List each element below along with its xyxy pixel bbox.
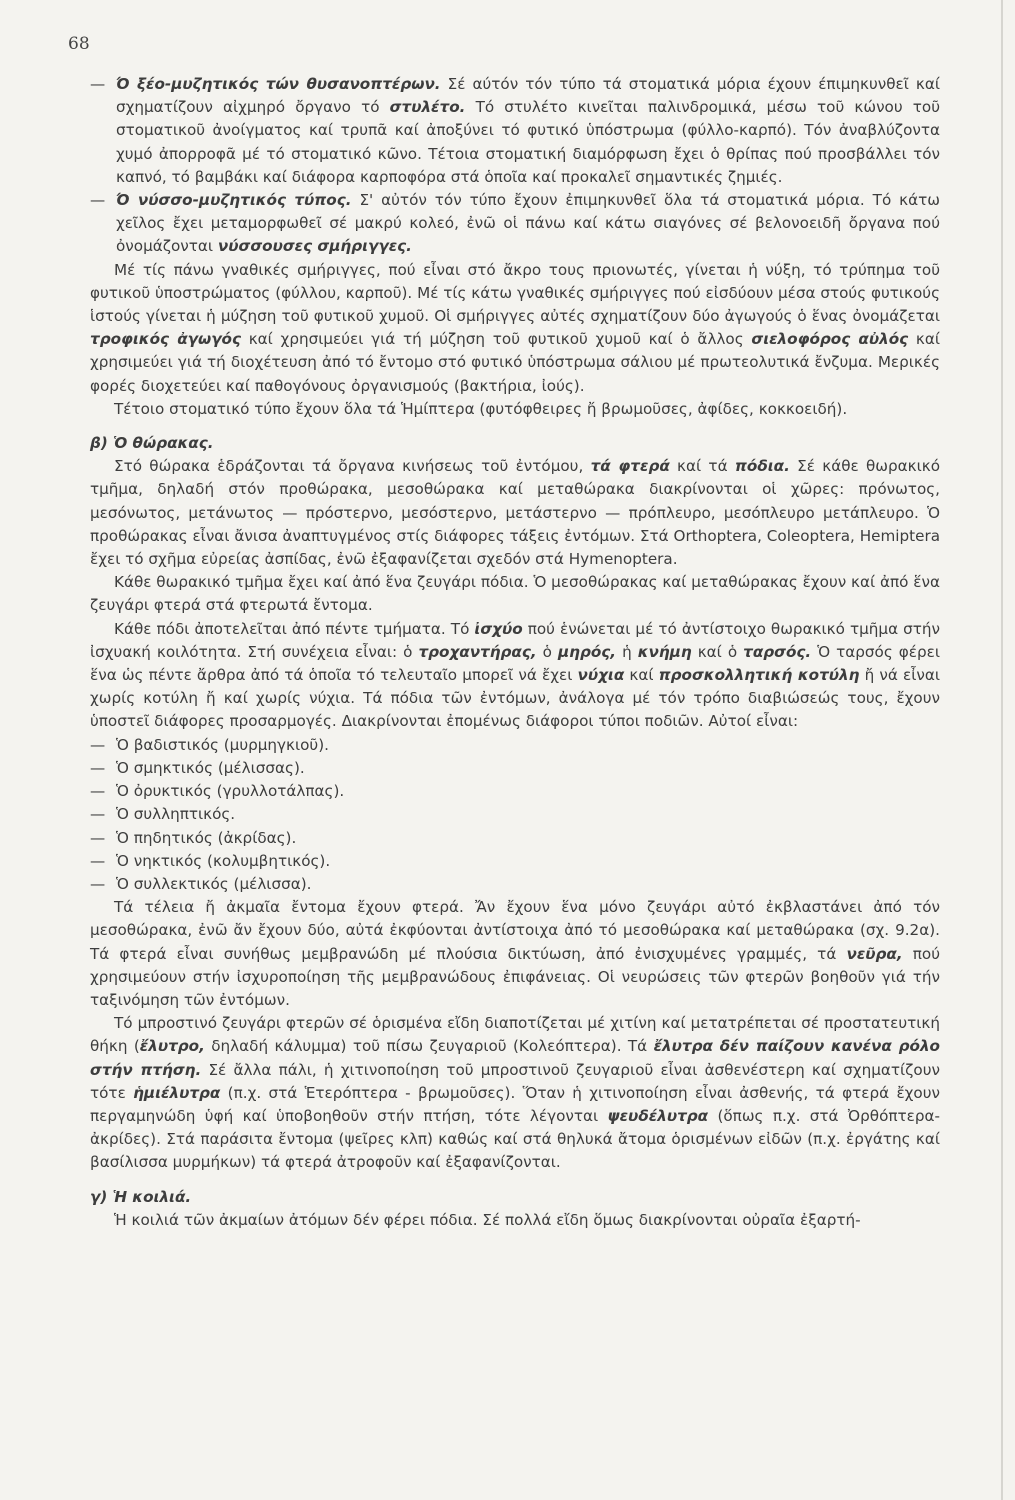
leg-types-list (90, 734, 940, 896)
text-run: Σ' αὐτόν τόν τύπο ἔχουν ἐπιμηκυνθεῖ ὅλα τά στοματικά μόρια. Τό κάτω χεῖλος ἔχει μεταμορφωθεῖ σέ μακρύ κολεό, ἐνῶ οἱ πάνω καί κάτω σιαγόνες σέ βελονοειδῆ ὄργανα πού ὀνομάζονται (116, 191, 940, 256)
text-run: Κάθε πόδι ἀποτελεῖται ἀπό πέντε τμήματα. Τό (114, 619, 475, 638)
paragraph-abdomen (90, 1209, 940, 1232)
list-dash: — (90, 75, 106, 93)
term-hemelytra: ἡμιέλυτρα (133, 1083, 221, 1102)
list-item-text: Ὁ συλληπτικός. (116, 805, 236, 824)
text-run: ἡ (616, 642, 638, 661)
term-title: Ό ξέο-μυζητικός τών θυσανοπτέρων. (116, 75, 441, 93)
list-dash: — (90, 735, 106, 754)
text-run: Σέ αύτόν τόν τύπο τά στοματικά μόρια έχουν έπιμηκυνθεῖ καί σχηματίζουν αἰχμηρό ὄργανο τό (116, 75, 940, 117)
paragraph-stylets (90, 259, 940, 398)
text-run: δηλαδή κάλυμμα) τοῦ πίσω ζευγαριοῦ (Κολεόπτερα). Τά (204, 1037, 654, 1056)
list-item-text: Ὁ βαδιστικός (μυρμηγκιοῦ). (116, 735, 329, 754)
page-number: 68 (68, 34, 90, 54)
text-run: Τά τέλεια ἤ ἀκμαῖα ἔντομα ἔχουν φτερά. Ἄν ἔχουν ἕνα μόνο ζευγάρι αὐτό ἐκβλαστάνει ἀπό τόν μεσοθώρακα, ἐνῶ ἄν ἔχουν δύο, αὐτά ἐκφύονται ἀντίστοιχα ἀπό τό μεσοθώρακα καί μεταθώρακα (σχ. 9.2α). Τά φτερά εἶναι συνήθως μεμβρανώδη μέ πλούσια δικτύωση, ἀπό ἐνισχυμένες γραμμές, τά (90, 898, 940, 963)
text-run: Ἡ κοιλιά τῶν ἀκμαίων ἀτόμων δέν φέρει πόδια. Σέ πολλά εἴδη ὅμως διακρίνονται οὐραῖα ἐξαρτή- (114, 1210, 861, 1229)
paragraph-elytra (90, 1012, 940, 1174)
paragraph-rasping-sucking (90, 73, 940, 189)
list-item (90, 757, 940, 780)
text-run: καί τά (669, 457, 735, 476)
page-edge-shadow (1001, 0, 1003, 1500)
section-heading-abdomen (90, 1186, 940, 1209)
text-run: Τέτοιο στοματικό τύπο ἔχουν ὅλα τά Ἡμίπτερα (φυτόφθειρες ἤ βρωμοῦσες, ἀφίδες, κοκκοειδή). (114, 399, 848, 418)
term-trochanter: τροχαντήρας, (418, 642, 537, 661)
text-run: καί χρησιμεύει γιά τή διοχέτευση ἀπό τό ἔντομο στό φυτικό ὑπόστρωμα σάλιου μέ πρωτεολυτικά ἔνζυμα. Μερικές φορές διοχετεύει καί παθογόνους ὀργανισμούς (βακτήρια, ἰούς). (90, 330, 940, 395)
heading-text: γ) Ἡ κοιλιά. (90, 1187, 192, 1206)
list-item-text: Ὁ πηδητικός (ἀκρίδας). (116, 828, 297, 847)
text-run: Στό θώρακα ἑδράζονται τά ὄργανα κινήσεως τοῦ ἐντόμου, (114, 457, 591, 476)
term-elytra-flight: ἔλυτρα δέν παίζουν κανένα ρόλο στήν πτήση. (90, 1037, 940, 1079)
text-run: Μέ τίς πάνω γναθικές σμήριγγες, πού εἶναι στό ἄκρο τους πριονωτές, γίνεται ἡ νύξη, τό τρύπημα τοῦ φυτικοῦ ὑποστρώματος (φύλλου, καρποῦ). Μέ τίς κάτω γναθικές σμήριγγες πού εἰσδύουν μέσα στούς φυτικούς ἱστούς γίνεται ἡ μύζηση τοῦ φυτικοῦ χυμοῦ. Οἱ σμήριγγες αὐτές σχηματίζουν δύο ἀγωγούς ὁ ἕνας ὀνομάζεται (90, 260, 940, 326)
term-stylets: νύσσουσες σμήριγγες. (217, 237, 412, 256)
term-title: Ό νύσσο-μυζητικός τύπος. (116, 191, 352, 210)
list-item-text: Ὁ ὀρυκτικός (γρυλλοτάλπας). (116, 782, 345, 801)
text-run: καί χρησιμεύει γιά τή μύζηση τοῦ φυτικοῦ χυμοῦ καί ὁ ἄλλος (240, 330, 752, 349)
term-claws: νύχια (577, 666, 625, 685)
term-legs: πόδια. (734, 457, 790, 476)
term-femur: μηρός, (557, 642, 617, 661)
paragraph-leg-parts (90, 618, 940, 734)
list-dash: — (90, 805, 106, 824)
text-run: Σέ κάθε θωρακικό τμῆμα, δηλαδή στόν προθώρακα, μεσοθώρακα καί μεταθώρακα διακρίνονται οἱ χῶρες: πρόνωτος, μεσόνωτος, μετάνωτος — πρόστερνο, μεσόστερνο, μετάστερνο — πρόπλευρο, μεσόπλευρο μετάπλευρο. Ὁ προθώρακας εἶναι ἄνισα ἀναπτυγμένος στίς διάφορες τάξεις ἐντόμων. Στά Orthoptera, Coleoptera, Hemiptera ἔχει τό σχῆμα εὐρείας ἀσπίδας, ἐνῶ ἐξαφανίζεται σχεδόν στά Hymenoptera. (90, 457, 940, 569)
paragraph-hemiptera (90, 398, 940, 421)
term-salivary-canal: σιελοφόρος αὐλός (751, 330, 909, 349)
list-item-text: Ὁ συλλεκτικός (μέλισσα). (116, 874, 312, 893)
text-run: πού χρησιμεύουν στήν ἰσχυροποίηση τῆς μεμβρανώδους ἐπιφάνειας. Οἱ νευρώσεις τῶν φτερῶν βοηθοῦν γιά τήν ταξινόμηση τῶν ἐντόμων. (90, 944, 940, 1009)
text-run: Τό μπροστινό ζευγάρι φτερῶν σέ ὁρισμένα εἴδη διαποτίζεται μέ χιτίνη καί μετατρέπεται σέ προστατευτική θήκη ( (90, 1014, 940, 1056)
text-run: (ὅπως π.χ. στά Ὀρθόπτερα-ἀκρίδες). Στά παράσιτα ἔντομα (ψεῖρες κλπ) καθώς καί στά θηλυκά ἄτομα ὁρισμένων εἰδῶν (π.χ. ἐργάτης καί βασίλισσα μυρμήκων) τά φτερά ἀτροφοῦν καί ἐξαφανίζονται. (90, 1106, 940, 1172)
list-item (90, 780, 940, 803)
paragraph-thoracic-segments (90, 571, 940, 617)
term-tarsus: ταρσός. (743, 642, 812, 661)
list-dash: — (90, 782, 106, 801)
term-coxa: ἰσχύο (474, 619, 523, 638)
term-wings: τά φτερά (590, 457, 670, 476)
text-run: Ὁ ταρσός φέρει ἕνα ὡς πέντε ἄρθρα ἀπό τά ὁποῖα τό τελευταῖο μπορεῖ νά ἔχει (90, 642, 940, 685)
term-elytron: ἔλυτρο, (139, 1037, 205, 1056)
list-item-text: Ὁ σμηκτικός (μέλισσας). (116, 758, 305, 777)
text-run: πού ἑνώνεται μέ τό ἀντίστοιχο θωρακικό τμῆμα στήν ἰσχυακή κοιλότητα. Στή συνέχεια εἶναι: ὁ (90, 619, 941, 661)
term-stylet: στυλέτο. (389, 98, 466, 117)
list-dash: — (90, 874, 106, 893)
list-item (90, 827, 940, 850)
paragraph-wings (90, 896, 940, 1012)
text-run: Τό στυλέτο κινεῖται παλινδρομικά, μέσω τοῦ κώνου τοῦ στοματικοῦ ἀνοίγματος καί τρυπᾶ καί ἀποξύνει τό φυτικό ὑπόστρωμα (φύλλο-καρπό). Τόν ἀναβλύζοντα χυμό ἀπορροφᾶ μέ τό στοματικό κῶνο. Τέτοια στοματική διαμόρφωση ἔχει ὁ θρίπας πού προσβάλλει τόν καπνό, τό βαμβάκι καί διάφορα καρποφόρα στά ὁποῖα καί προκαλεῖ σημαντικές ζημιές. (116, 98, 941, 186)
text-run: Σέ ἄλλα πάλι, ἡ χιτινοποίηση τοῦ μπροστινοῦ ζευγαριοῦ εἶναι ἀσθενέστερη καί σχηματίζουν τότε (90, 1060, 940, 1102)
heading-text: β) Ὁ θώρακας. (90, 434, 214, 453)
list-item (90, 850, 940, 873)
text-run: Κάθε θωρακικό τμῆμα ἔχει καί ἀπό ἕνα ζευγάρι πόδια. Ὁ μεσοθώρακας καί μεταθώρακας ἔχουν καί ἀπό ἕνα ζευγάρι φτερά στά φτερωτά ἔντομα. (90, 573, 940, 615)
list-dash: — (90, 828, 106, 847)
list-item (90, 803, 940, 826)
list-item (90, 873, 940, 896)
list-item (90, 734, 940, 757)
text-run: καί (624, 666, 659, 685)
text-run: ἤ νά εἶναι χωρίς κοτύλη ἤ καί χωρίς νύχια. Τά πόδια τῶν ἐντόμων, ἀνάλογα μέ τόν τρόπο διαβιώσεώς τους, ἔχουν ὑποστεῖ διάφορες προσαρμογές. Διακρίνονται ἐπομένως διάφοροι τύποι ποδιῶν. Αὐτοί εἶναι: (90, 666, 940, 731)
text-run: ὁ (536, 642, 558, 661)
text-run: καί ὁ (691, 642, 744, 661)
list-dash: — (90, 191, 106, 210)
paragraph-piercing-sucking (90, 189, 940, 259)
list-dash: — (90, 758, 106, 777)
section-heading-thorax (90, 432, 940, 455)
term-adhesive-pad: προσκολλητική κοτύλη (658, 666, 860, 685)
term-food-canal: τροφικός ἀγωγός (90, 330, 241, 349)
text-run: (π.χ. στά Ἑτερόπτερα - βρωμοῦσες). Ὅταν ἡ χιτινοποίηση εἶναι ἀσθενής, τά φτερά ἔχουν περγαμηνώδη ὑφή καί ὑποβοηθοῦν στήν πτήση, τότε λέγονται (90, 1083, 940, 1125)
term-veins: νεῦρα, (846, 944, 903, 963)
term-tibia: κνήμη (637, 642, 692, 661)
term-pseudelytra: ψευδέλυτρα (607, 1106, 709, 1125)
list-dash: — (90, 851, 106, 870)
list-item-text: Ὁ νηκτικός (κολυμβητικός). (116, 851, 331, 870)
paragraph-thorax (90, 455, 940, 571)
page-body (90, 73, 940, 1232)
